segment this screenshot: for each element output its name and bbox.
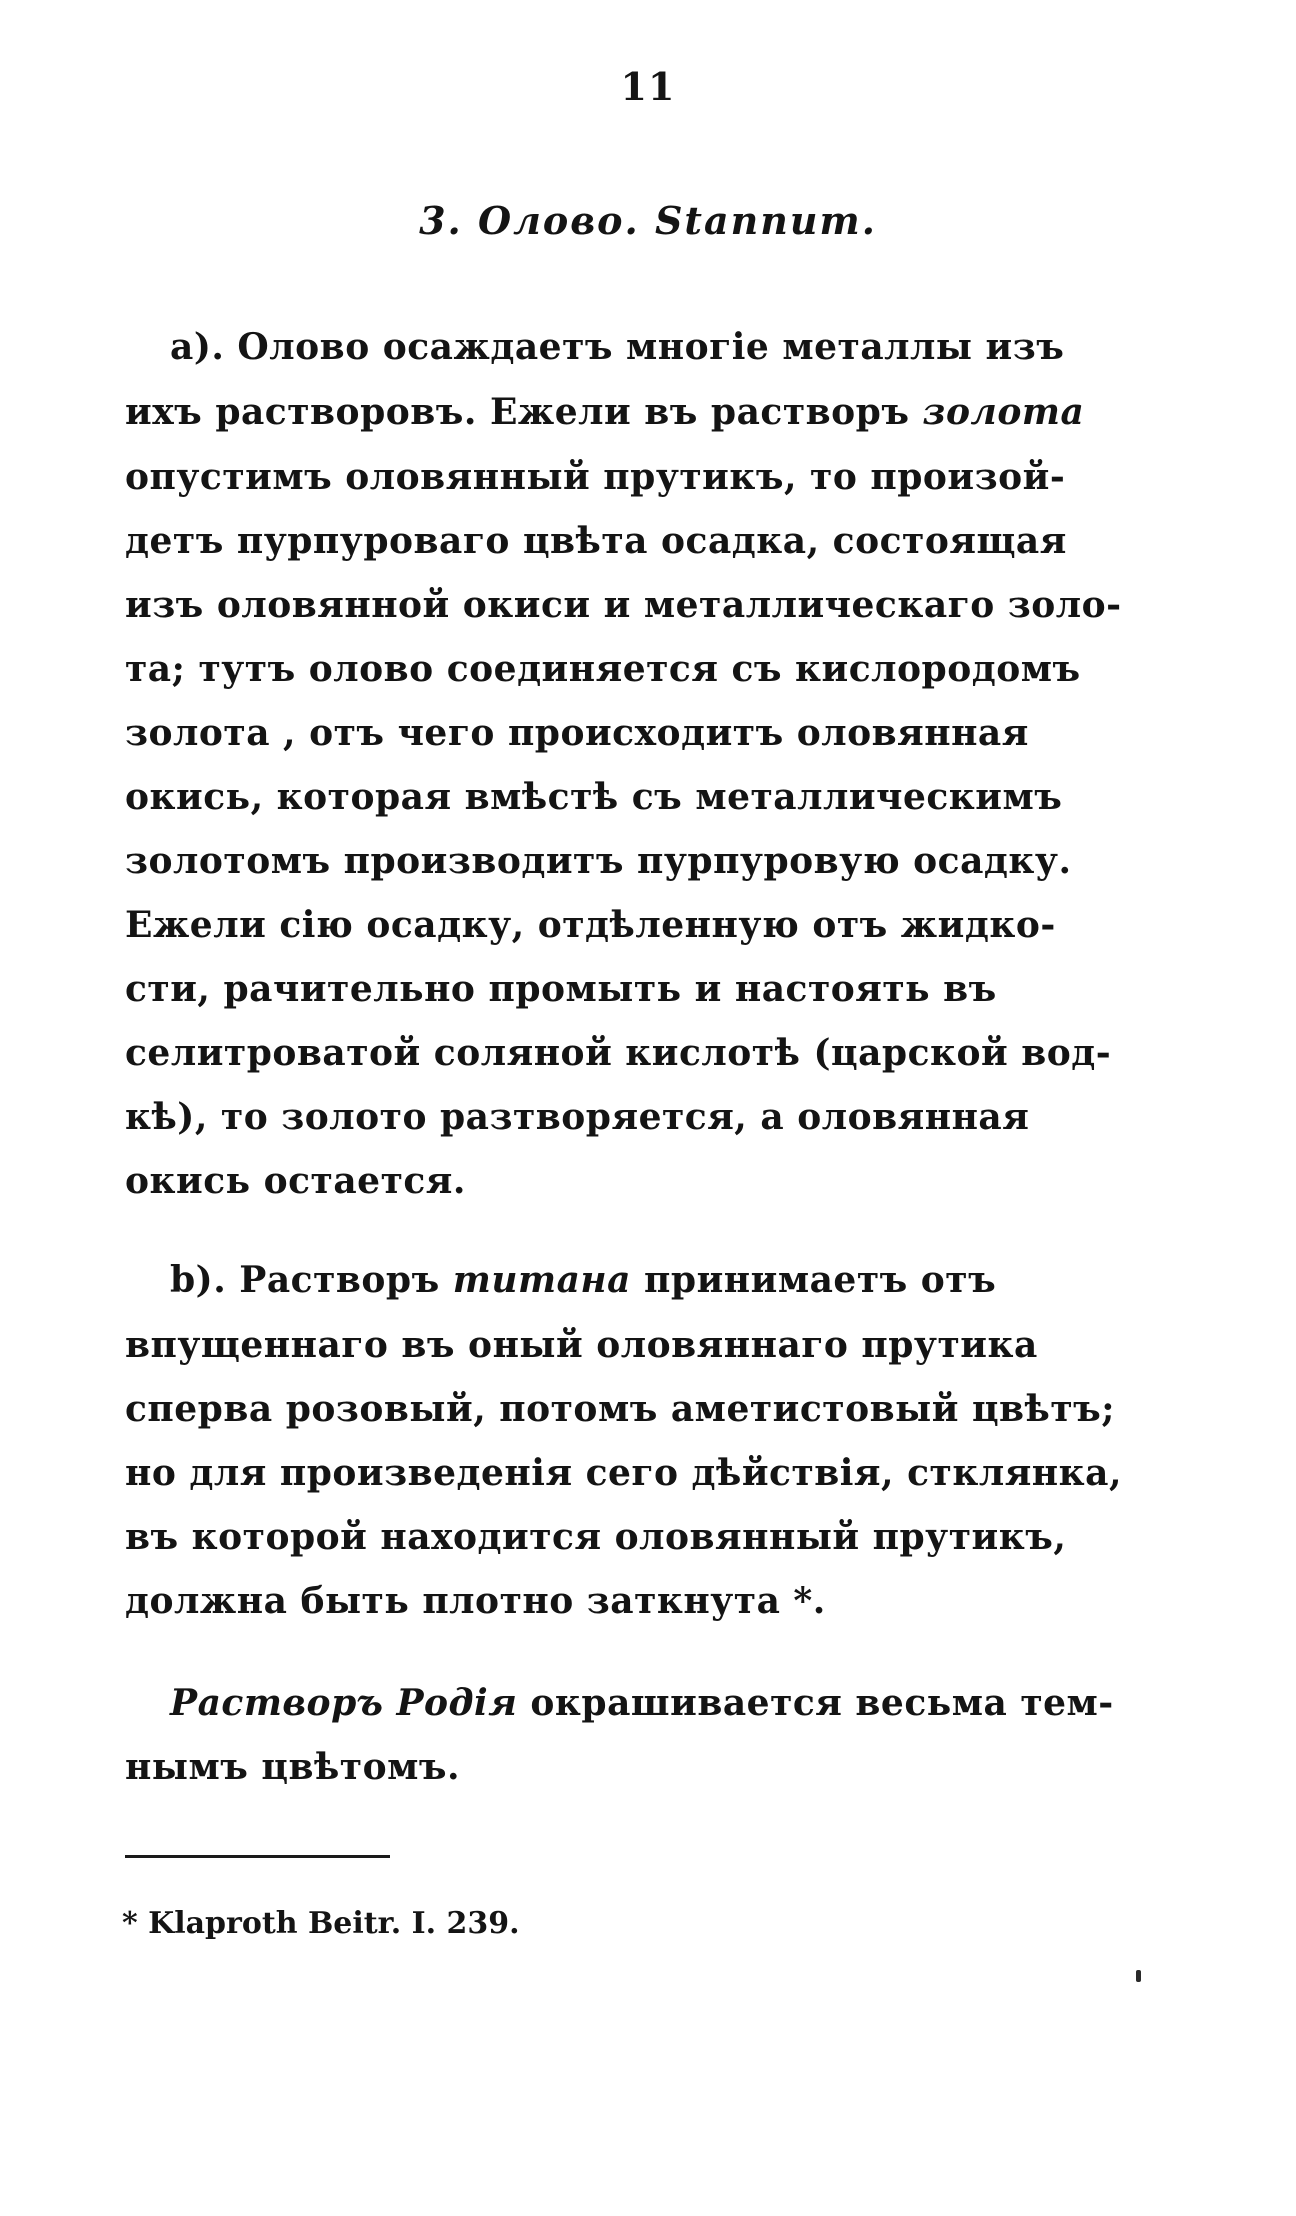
emphasis-gold: золота [922,391,1085,433]
text-line: кѣ), то золото разтворяется, а оловянная [125,1096,1030,1138]
text-line: а). Олово осаждаетъ многіе металлы изъ [170,326,1065,368]
text-line: опустимъ оловянный прутикъ, то произой- [125,456,1066,498]
text-line: та; тутъ олово соединяется съ кислородомъ [125,648,1081,690]
emphasis-titanium: титана [452,1259,632,1301]
text-line: впущеннаго въ оный оловяннаго прутика [125,1324,1038,1366]
text-line: Растворъ Родія окрашивается весьма тем- [170,1682,1114,1724]
text-line: нымъ цвѣтомъ. [125,1746,461,1788]
text-line: золотомъ производитъ пурпуровую осадку. [125,840,1072,882]
ink-speck [1136,1970,1141,1982]
text-line: сперва розовый, потомъ аметистовый цвѣтъ; [125,1388,1116,1430]
text-line: золота , отъ чего происходитъ оловянная [125,712,1029,754]
emphasis-rhodium: Растворъ Родія [170,1682,518,1724]
text-line: Ежели сію осадку, отдѣленную отъ жидко- [125,904,1056,946]
footnote-divider [125,1855,390,1858]
text-line: но для произведенія сего дѣйствія, стклянка, [125,1452,1123,1494]
footnote: * Klaproth Beitr. I. 239. [122,1906,520,1941]
text-line: селитроватой соляной кислотѣ (царской вод- [125,1032,1112,1074]
text-line: изъ оловянной окиси и металлическаго золо- [125,584,1122,626]
page-number: 11 [620,64,676,109]
text-line: окись остается. [125,1160,466,1202]
text-line: b). Растворъ титана принимаетъ отъ [170,1259,997,1301]
section-heading: 3. Олово. Stannum. [419,198,877,243]
text-line: ихъ растворовъ. Ежели въ растворъ золота [125,391,1085,433]
text-line: должна быть плотно заткнута *. [125,1580,826,1622]
text-line: въ которой находится оловянный прутикъ, [125,1516,1067,1558]
text-line: окись, которая вмѣстѣ съ металлическимъ [125,776,1063,818]
text-line: детъ пурпуроваго цвѣта осадка, состоящая [125,520,1067,562]
text-line: сти, рачительно промыть и настоять въ [125,968,997,1010]
